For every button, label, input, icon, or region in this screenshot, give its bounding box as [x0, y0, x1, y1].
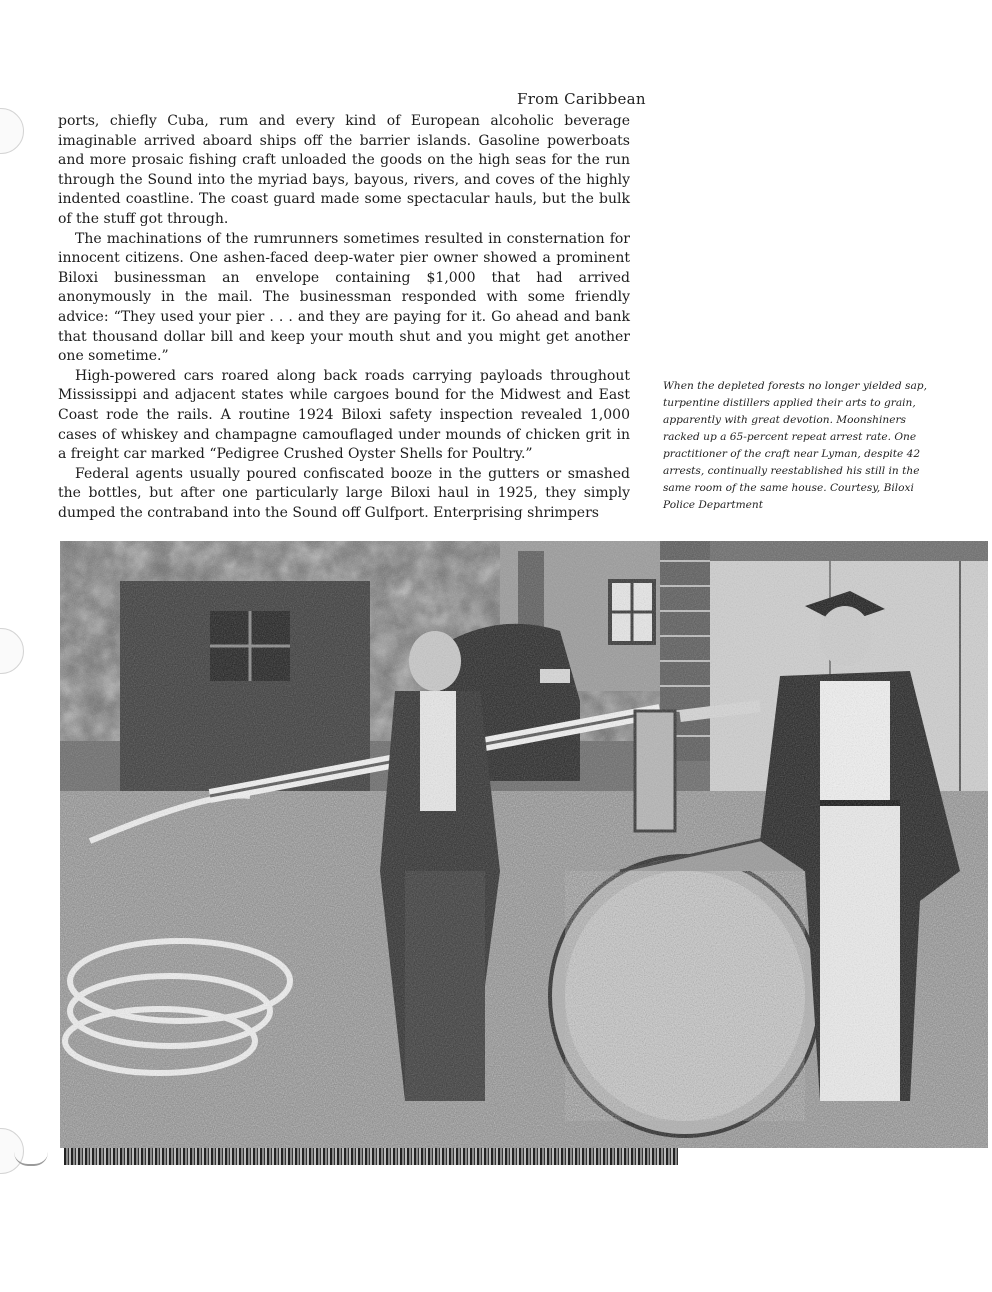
binder-hole-middle [0, 628, 24, 674]
article-body [58, 112, 630, 523]
paragraph-4: Federal agents usually poured confiscated booze in the gutters or smashed the bottles, but after one particularly large Biloxi haul in 1925, they simply dumped the contraband into the Sound off Gulfport. Enterprising shrimpers [58, 465, 630, 521]
paragraph-2: The machinations of the rumrunners sometimes resulted in consternation for innocent citizens. One ashen-faced deep-water pier owner showed a prominent Biloxi businessman an envelope containing $1,000 that had arrived anonymously in the mail. The businessman responded with some friendly advice: “They used your pier . . . and they are paying for it. Go ahead and bank that thousand dollar bill and keep your mouth shut and you might get another one sometime.” [58, 230, 630, 365]
photo-bottom-strip [64, 1148, 678, 1165]
binder-hole-top [0, 108, 24, 154]
paragraph-1: ports, chiefly Cuba, rum and every kind of European alcoholic beverage imaginable arrived aboard ships off the barrier islands. Gasoline powerboats and more prosaic fishing craft unloaded the goods on the high seas for the run through the Sound into the myriad bays, bayous, rivers, and coves of the highly indented coastline. The coast guard made some spectacular hauls, but the bulk of the stuff got through. [58, 113, 630, 227]
photo-caption: When the depleted forests no longer yielded sap, turpentine distillers applied their arts to grain, apparently with great devotion. Moonshiners racked up a 65-percent repeat arrest rate. One practitioner of the craft near Lyman, despite 42 arrests, continually reestablished his still in the same room of the same house. Courtesy, Biloxi Police Department [663, 380, 927, 511]
paragraph-3: High-powered cars roared along back roads carrying payloads throughout Mississippi and adjacent states while cargoes bound for the Midwest and East Coast rode the rails. A routine 1924 Biloxi safety inspection revealed 1,000 cases of whiskey and champagne camouflaged under mounds of chicken grit in a freight car marked “Pedigree Crushed Oyster Shells for Poultry.” [58, 367, 630, 463]
photo-illustration [60, 541, 988, 1148]
running-head: From Caribbean [517, 90, 646, 108]
moonshine-still-photo [60, 541, 988, 1148]
